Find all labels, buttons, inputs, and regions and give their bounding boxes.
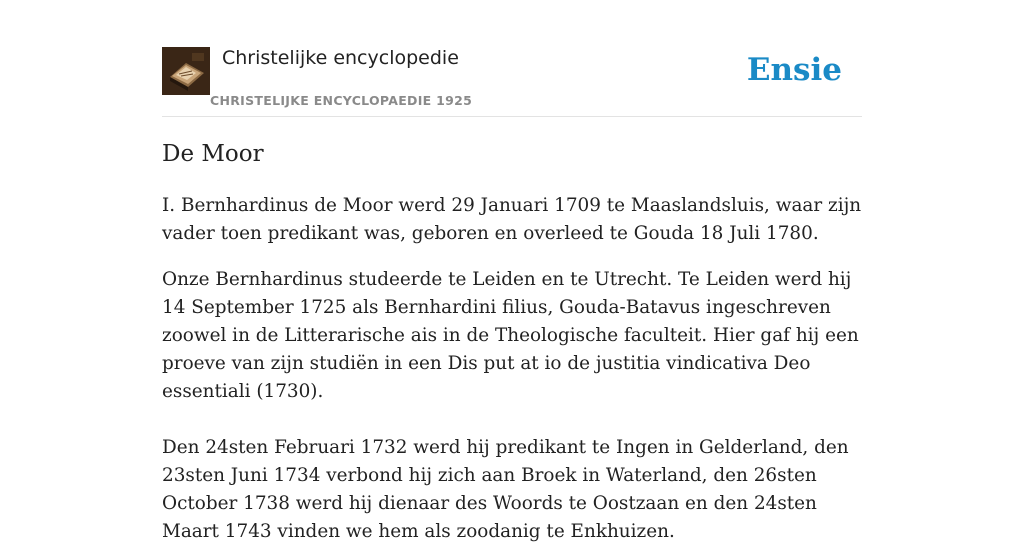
publication-name[interactable]: Christelijke encyclopedie xyxy=(222,47,459,69)
article-paragraph: Den 24sten Februari 1732 werd hij predikant te Ingen in Gelderland, den 23sten Juni 1734 verbond hij zich aan Broek in Waterland, den 26sten October 1738 werd hij dienaar des Woords te Oostzaan en den 24sten Maart 1743 vinden we hem als zoodanig te Enkhuizen. xyxy=(162,437,849,542)
publication-avatar[interactable] xyxy=(162,47,210,95)
article-paragraph: Onze Bernhardinus studeerde te Leiden en te Utrecht. Te Leiden werd hij 14 September 1725 als Bernhardini filius, Gouda-Batavus ingeschreven zoowel in de Litterarische ais in de Theologische faculteit. Hier gaf hij een proeve van zijn studiën in een Dis put at io de justitia vindicativa Deo essentiali (1730). xyxy=(162,269,859,402)
book-photo-icon xyxy=(162,47,210,95)
article xyxy=(162,138,862,546)
brand-logo[interactable]: Ensie xyxy=(746,52,842,88)
article-paragraph: I. Bernhardinus de Moor werd 29 Januari 1709 te Maaslandsluis, waar zijn vader toen predikant was, geboren en overleed te Gouda 18 Juli 1780. xyxy=(162,195,862,244)
publication-header xyxy=(162,46,862,117)
publication-subtitle: CHRISTELIJKE ENCYCLOPAEDIE 1925 xyxy=(210,93,473,108)
article-title: De Moor xyxy=(162,141,264,167)
